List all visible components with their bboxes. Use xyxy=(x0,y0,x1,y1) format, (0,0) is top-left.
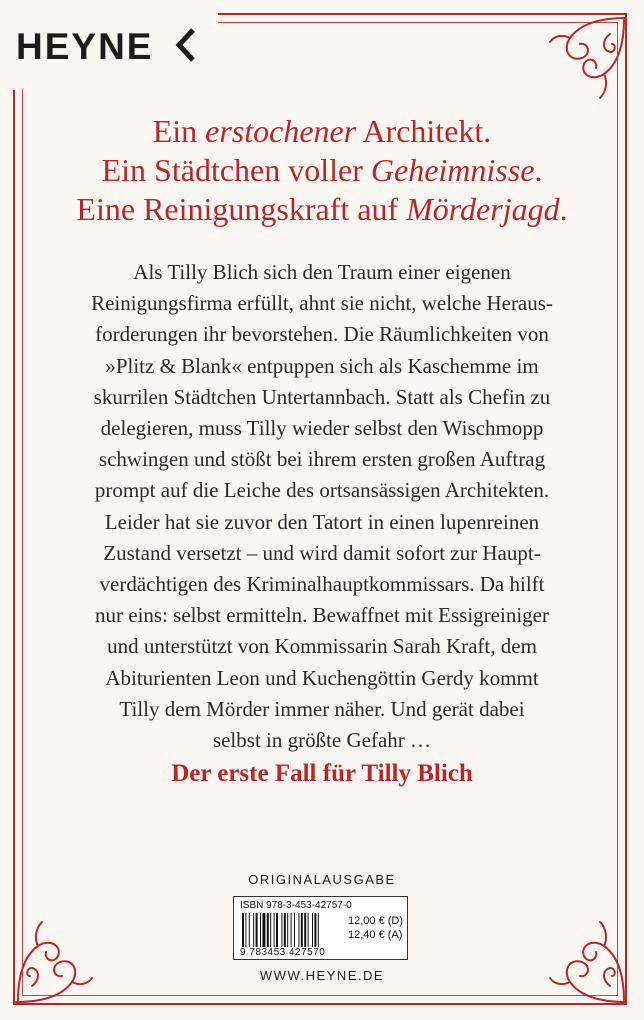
ornament-top-right-icon xyxy=(540,14,628,104)
blurb-line: »Plitz & Blank« entpuppen sich als Kaschemme im xyxy=(105,353,539,378)
price-austria: 12,40 € (A) xyxy=(348,929,403,941)
isbn-text: ISBN 978-3-453-42757-0 xyxy=(240,900,352,911)
barcode-bar xyxy=(304,913,306,947)
headline-script-word: Mörderjagd xyxy=(406,191,560,227)
barcode-bar xyxy=(314,913,316,947)
blurb-line: nur eins: selbst ermitteln. Bewaffnet mit Essigreiniger xyxy=(95,603,549,628)
ornament-bottom-left-icon xyxy=(14,916,102,1006)
barcode-bar xyxy=(298,913,299,947)
barcode-bar xyxy=(312,913,313,947)
barcode-bar xyxy=(270,913,271,947)
barcode-bar xyxy=(308,913,309,947)
edition-label: ORIGINALAUSGABE xyxy=(248,872,396,887)
blurb-line: verdächtigen des Kriminalhauptkommissars. Da hilft xyxy=(99,572,545,597)
barcode-bar xyxy=(276,913,278,947)
blurb-line: schwingen und stößt bei ihrem ersten großen Auftrag xyxy=(98,447,546,472)
barcode-bar xyxy=(274,913,275,947)
price-germany: 12,00 € (D) xyxy=(348,915,404,927)
headline-script-word: erstochener xyxy=(205,113,357,149)
headline xyxy=(0,112,644,229)
ornament-bottom-right-icon xyxy=(540,916,628,1006)
headline-text: Ein Städtchen voller xyxy=(101,152,371,188)
blurb-line: und unterstützt von Kommissarin Sarah Kraft, dem xyxy=(107,634,537,659)
barcode-bar xyxy=(291,913,292,947)
headline-text: Ein xyxy=(152,113,206,149)
blurb-line: forderungen ihr bevorstehen. Die Räumlichkeiten von xyxy=(95,322,549,347)
barcode-bar xyxy=(267,913,269,947)
barcode-bar xyxy=(242,913,244,947)
barcode-icon xyxy=(242,913,344,947)
barcode-bar xyxy=(260,913,261,947)
blurb-line: Als Tilly Blich sich den Traum einer eigenen xyxy=(133,260,511,284)
headline-script-word: Geheimnisse xyxy=(370,152,535,188)
blurb xyxy=(0,257,644,756)
headline-line-2 xyxy=(0,151,644,190)
barcode-bar xyxy=(262,913,265,947)
headline-line-1 xyxy=(0,112,644,151)
publisher-logo: HEYNE xyxy=(16,26,154,67)
barcode-digits: 9 783453 427570 xyxy=(240,947,326,958)
barcode-bar xyxy=(301,913,303,947)
headline-text: . xyxy=(534,152,543,188)
barcode-bar xyxy=(281,913,282,947)
website-url: WWW.HEYNE.DE xyxy=(259,968,385,983)
barcode-bar xyxy=(245,913,246,947)
barcode-bar xyxy=(249,913,250,947)
blurb-line: prompt auf die Leiche des ortsansässigen Architekten. xyxy=(94,478,550,503)
barcode-block xyxy=(233,896,408,960)
blurb-line: skurrilen Städtchen Untertannbach. Statt als Chefin zu xyxy=(93,384,551,409)
blurb-line: Tilly dem Mörder immer näher. Und gerät dabei xyxy=(119,696,525,721)
chevron-left-icon xyxy=(174,27,196,63)
barcode-bar xyxy=(287,913,288,947)
blurb-line: Leider hat sie zuvor den Tatort in einen lupenreinen xyxy=(104,509,540,534)
blurb-line: Reinigungsfirma erfüllt, ahnt sie nicht, welche Heraus- xyxy=(91,291,553,316)
blurb-line: Zustand versetzt – und wird damit sofort zur Haupt- xyxy=(103,540,541,565)
headline-line-3 xyxy=(0,190,644,229)
blurb-line: delegieren, muss Tilly wieder selbst den Wischmopp xyxy=(100,416,544,441)
barcode-bar xyxy=(253,913,254,947)
series-subtitle: Der erste Fall für Tilly Blich xyxy=(171,760,473,787)
headline-text: Eine Reinigungskraft auf xyxy=(76,191,407,227)
headline-text: Architekt. xyxy=(356,113,492,149)
barcode-bar xyxy=(256,913,258,947)
blurb-line: selbst in größte Gefahr … xyxy=(212,728,432,753)
headline-text: . xyxy=(559,191,568,227)
price-block xyxy=(348,914,403,942)
barcode-bar xyxy=(294,913,295,947)
barcode-bar xyxy=(318,913,319,947)
logo-area xyxy=(0,0,218,90)
barcode-bar xyxy=(284,913,286,947)
blurb-line: Abiturienten Leon und Kuchengöttin Gerdy kommt xyxy=(105,665,539,690)
